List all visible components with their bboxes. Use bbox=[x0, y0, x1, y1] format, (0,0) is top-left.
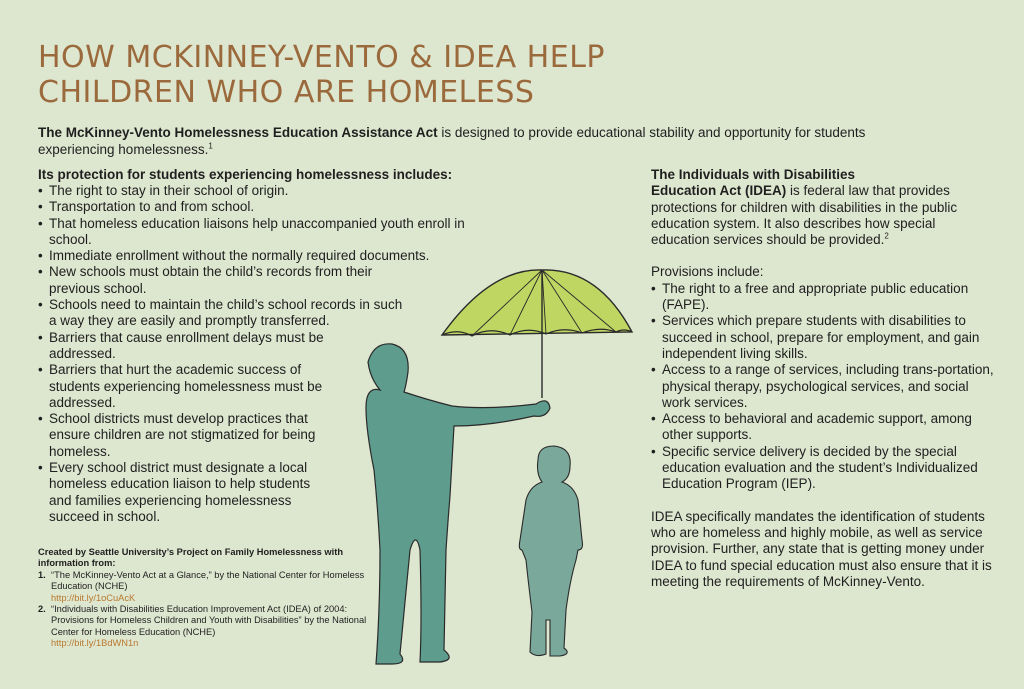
credits-block bbox=[38, 547, 378, 650]
idea-closing-paragraph: IDEA specifically mandates the identification of students who are homeless and highly mobile, as well as service provision. Further, any state that is getting money under IDEA to fund special education must also ensure that it is meeting the requirements of McKinney-Vento. bbox=[651, 508, 992, 589]
umbrella-illustration bbox=[360, 250, 660, 680]
credit-link[interactable]: http://bit.ly/1oCuAcK bbox=[51, 592, 136, 603]
list-item: • Specific service delivery is decided by the special education evaluation and the student’s Individualized Education Program (IEP). bbox=[651, 444, 996, 493]
intro-act-name: The McKinney-Vento Homelessness Education Assistance Act bbox=[38, 125, 438, 140]
credit-item bbox=[38, 570, 378, 604]
list-item: • Every school district must designate a local homeless education liaison to help students and families experiencing homelessness succeed in school. bbox=[38, 460, 324, 525]
umbrella-icon bbox=[442, 270, 632, 398]
list-item: • Barriers that cause enrollment delays must be addressed. bbox=[38, 330, 349, 363]
list-item: • Schools need to maintain the child’s school records in such a way they are easily and promptly transferred. bbox=[38, 297, 409, 330]
credit-text: “Individuals with Disabilities Education Improvement Act (IDEA) of 2004: Provisions for Homeless Children and Youth with Disabilities” by the National Center for Homeless Education (NCHE) bbox=[51, 604, 367, 637]
list-item: • Services which prepare students with disabilities to succeed in school, prepare for employment, and gain independent living skills. bbox=[651, 313, 992, 362]
page-title: HOW MCKINNEY-VENTO & IDEA HELP CHILDREN WHO ARE HOMELESS bbox=[38, 40, 605, 110]
credit-text: “The McKinney-Vento Act at a Glance,” by the National Center for Homeless Education (NCHE) bbox=[51, 569, 365, 592]
adult-silhouette-icon bbox=[366, 344, 550, 664]
idea-section bbox=[651, 167, 996, 590]
list-item: • Transportation to and from school. bbox=[38, 199, 478, 215]
list-item: • The right to stay in their school of origin. bbox=[38, 183, 478, 199]
list-item: • Immediate enrollment without the normally required documents. bbox=[38, 248, 478, 264]
list-item: • School districts must develop practices that ensure children are not stigmatized for being homeless. bbox=[38, 411, 324, 460]
list-item: • New schools must obtain the child’s records from their previous school. bbox=[38, 264, 424, 297]
provisions-label: Provisions include: bbox=[651, 264, 764, 280]
credit-number: 2. bbox=[38, 604, 46, 615]
idea-intro bbox=[651, 167, 996, 248]
credits-heading: Created by Seattle University’s Project on Family Homelessness with information from: bbox=[38, 547, 344, 569]
idea-heading-line1: The Individuals with Disabilities bbox=[651, 167, 856, 182]
idea-heading-line2: Education Act (IDEA) bbox=[651, 183, 787, 199]
credits-list bbox=[38, 570, 378, 650]
list-item: • That homeless education liaisons help unaccompanied youth enroll in school. bbox=[38, 216, 479, 249]
list-item: • The right to a free and appropriate public education (FAPE). bbox=[651, 281, 982, 314]
list-item: • Access to behavioral and academic support, among other supports. bbox=[651, 411, 972, 444]
idea-footnote: 2 bbox=[884, 231, 889, 241]
provisions-list bbox=[651, 281, 996, 493]
protections-heading: Its protection for students experiencing homelessness includes: bbox=[38, 167, 453, 182]
list-item: • Access to a range of services, including trans-portation, physical therapy, psychological services, and social work services. bbox=[651, 362, 996, 411]
idea-intro-text: is federal law that provides protections for children with disabilities in the public education system. It also describes how special education services should be provided. bbox=[651, 183, 958, 248]
credit-number: 1. bbox=[38, 569, 46, 580]
credit-link[interactable]: http://bit.ly/1BdWN1n bbox=[51, 638, 139, 649]
intro-paragraph bbox=[38, 124, 898, 158]
credit-item bbox=[38, 604, 378, 650]
list-item: • Barriers that hurt the academic success of students experiencing homelessness must be addressed. bbox=[38, 362, 349, 411]
intro-text: is designed to provide educational stability and opportunity for students experiencing homelessness. bbox=[38, 125, 866, 157]
child-silhouette-icon bbox=[519, 446, 582, 656]
intro-footnote: 1 bbox=[208, 141, 213, 151]
